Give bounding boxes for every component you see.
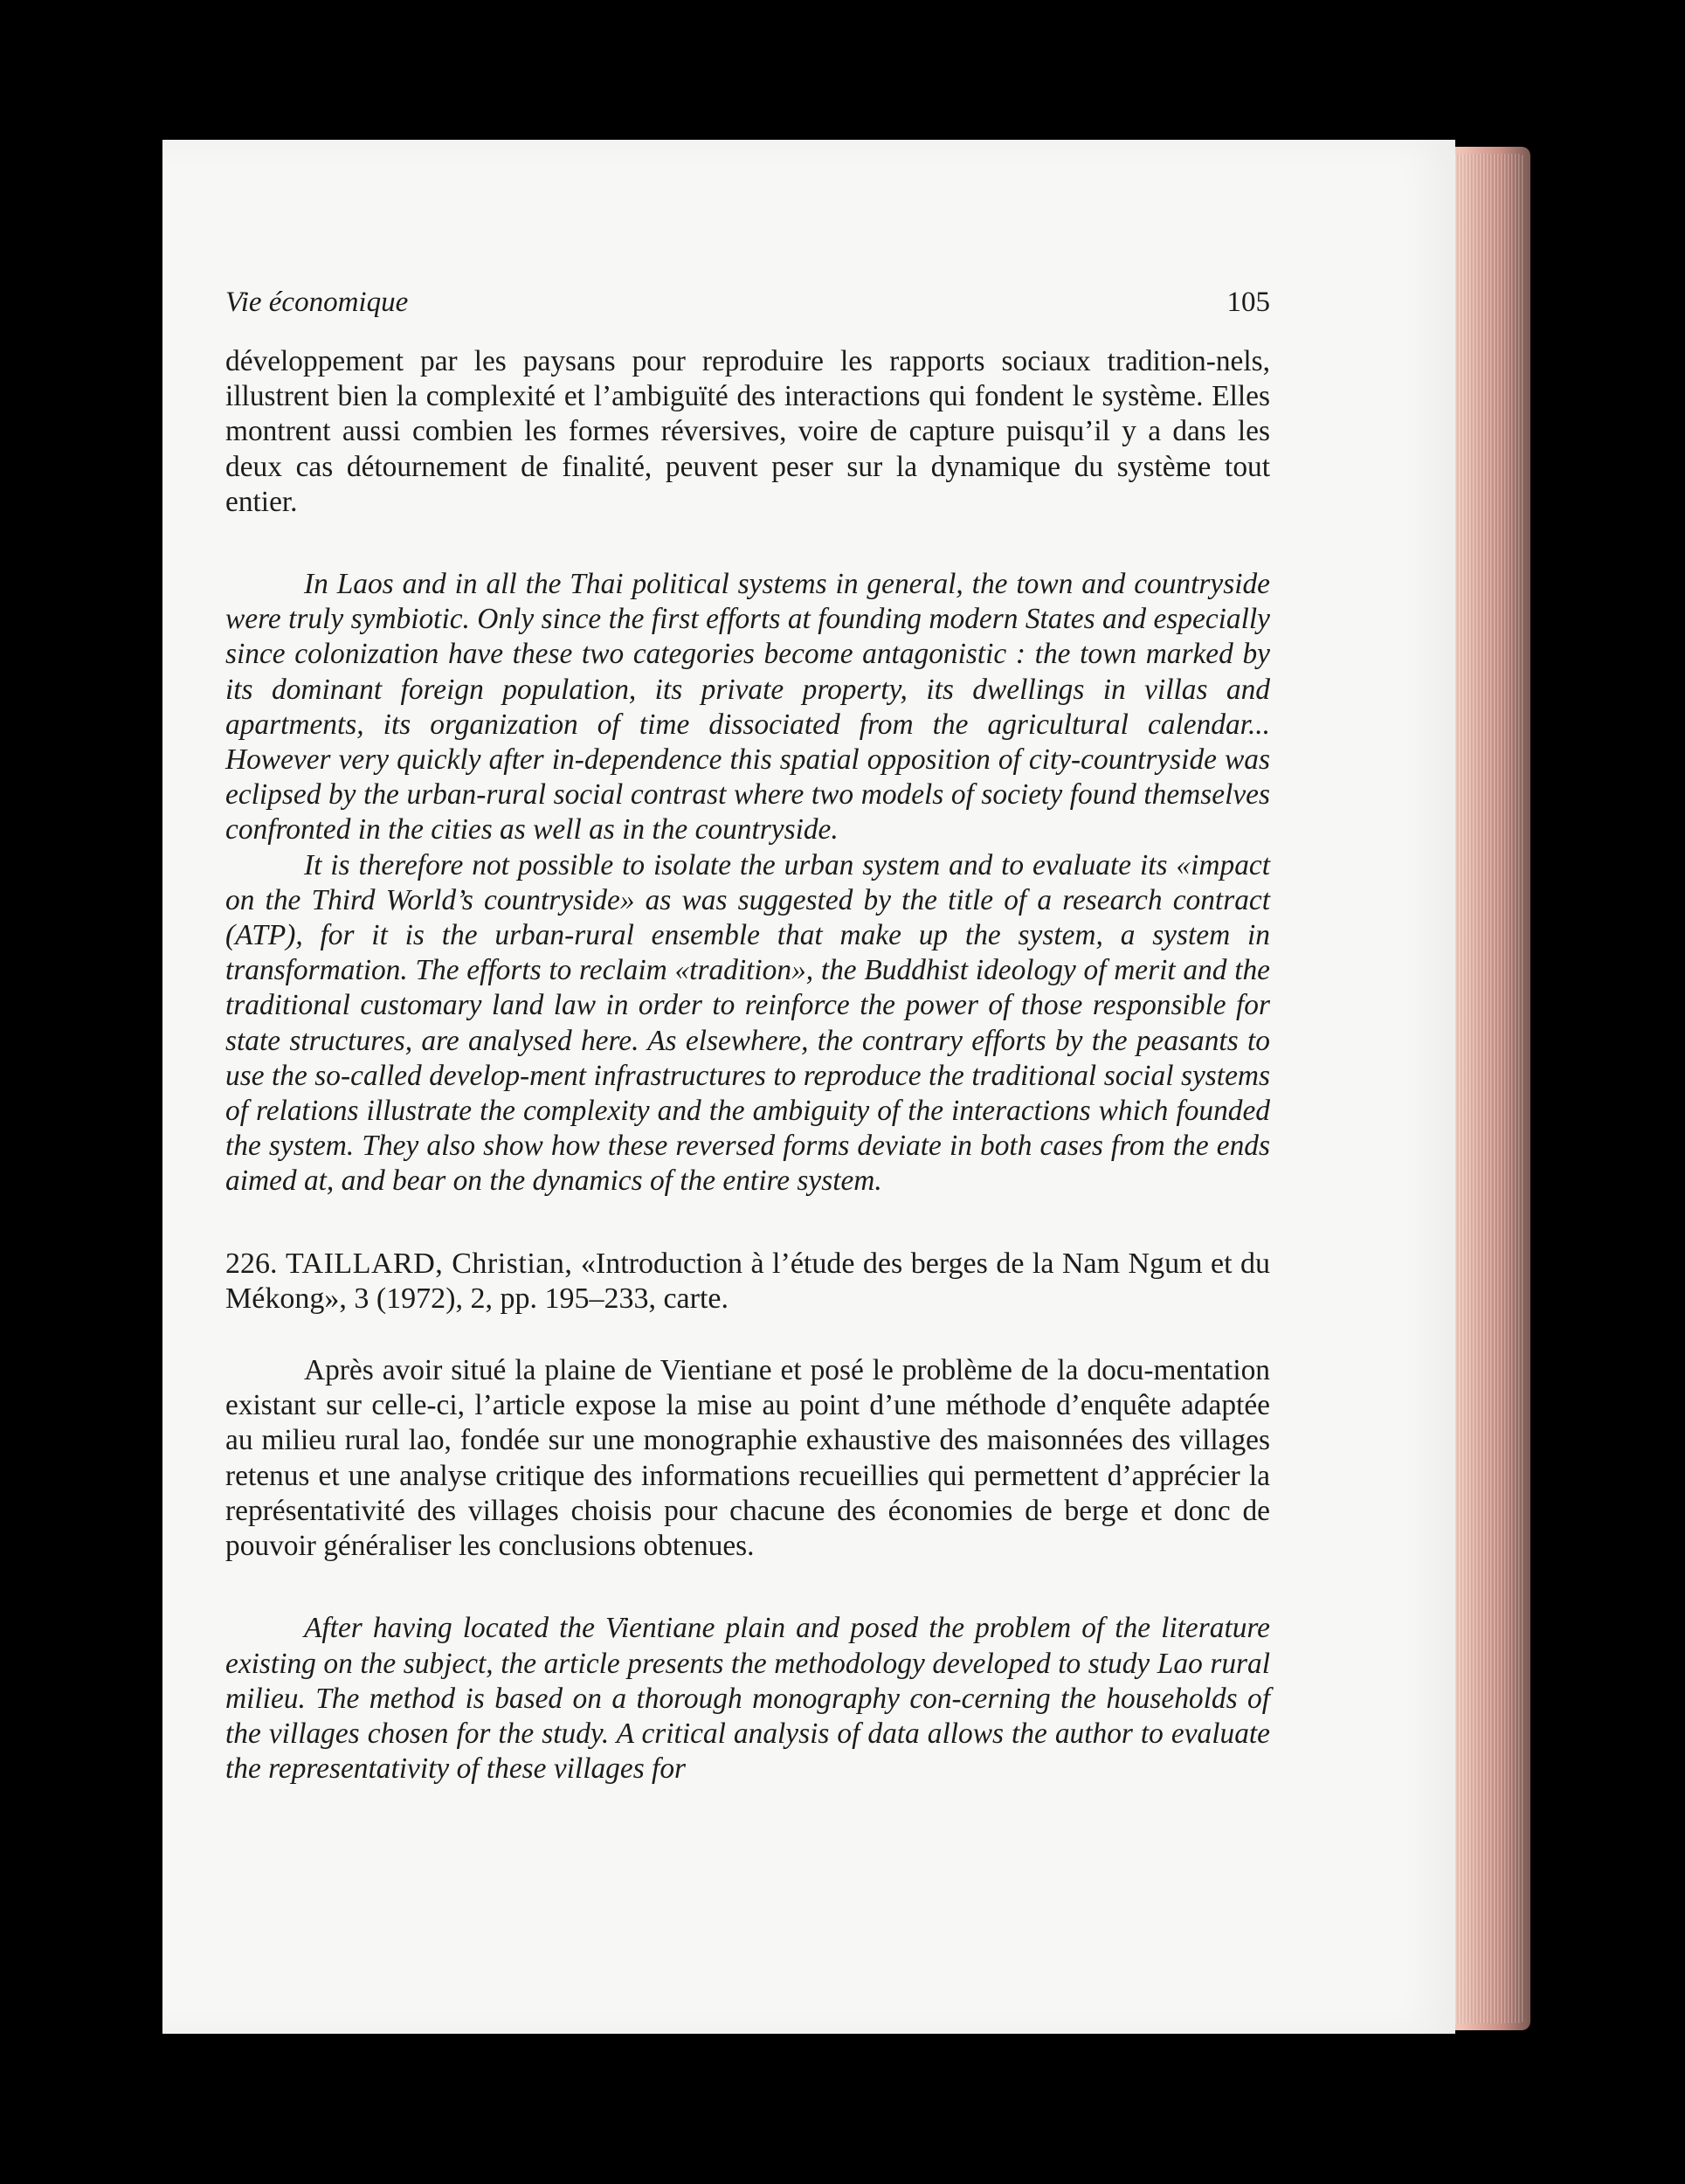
entry-author: TAILLARD, Christian,	[286, 1247, 573, 1280]
running-header	[225, 287, 1270, 328]
page-text-block	[225, 287, 1270, 1787]
page-number: 105	[1226, 287, 1270, 318]
entry-number: 226.	[225, 1247, 278, 1280]
book-page	[162, 140, 1455, 2034]
running-title: Vie économique	[225, 287, 409, 318]
english-summary-paragraph-1: In Laos and in all the Thai political systems in general, the town and countryside were truly symbiotic. Only since the first efforts at founding modern States and especially since colonization have these two categories become antagonistic : the town marked by its dominant foreign population, its private property, its dwellings in villas and apartments, its organization of time dissociated from the agricultural calendar... However very quickly after in-dependence this spatial opposition of city-countryside was eclipsed by the urban-rural social contrast where two models of society found themselves confronted in the cities as well as in the countryside.	[225, 568, 1270, 847]
bibliography-entry-226	[225, 1247, 1270, 1317]
entry-french-abstract: Après avoir situé la plaine de Vientiane et posé le problème de la docu-mentation existant sur celle-ci, l’article expose la mise au point d’une méthode d’enquête adaptée au milieu rural lao, fondée sur une monographie exhaustive des maisonnées des villages retenus et une analyse critique des informations recueillies qui permettent d’apprécier la représentativité des villages choisis pour chacune des économies de berge et donc de pouvoir généraliser les conclusions obtenues.	[225, 1354, 1270, 1563]
english-summary-paragraph-2: It is therefore not possible to isolate the urban system and to evaluate its «impact on the Third World’s countryside» as was suggested by the title of a research contract (ATP), for it is the urban-rural ensemble that make up the system, a system in transformation. The efforts to reclaim «tradition», the Buddhist ideology of merit and the traditional customary land law in order to reinforce the power of those responsible for state structures, are analysed here. As elsewhere, the contrary efforts by the peasants to use the so-called develop-ment infrastructures to reproduce the traditional social systems of relations illustrate the complexity and the ambiguity of the interactions which founded the system. They also show how these reversed forms deviate in both cases from the ends aimed at, and bear on the dynamics of the entire system.	[225, 848, 1270, 1198]
entry-english-abstract: After having located the Vientiane plain and posed the problem of the literature existing on the subject, the article presents the methodology developed to study Lao rural milieu. The method is based on a thorough monography con-cerning the households of the villages chosen for the study. A critical analysis of data allows the author to evaluate the representativity of these villages for	[225, 1612, 1270, 1786]
french-paragraph-continued: développement par les paysans pour reproduire les rapports sociaux tradition-nels, illustrent bien la complexité et l’ambiguïté des interactions qui fondent le système. Elles montrent aussi combien les formes réversives, voire de capture puisqu’il y a dans les deux cas détournement de finalité, peuvent peser sur la dynamique du système tout entier.	[225, 345, 1270, 518]
entry-title-reference: «Introduction à l’étude des berges de la Nam Ngum et du Mékong», 3 (1972), 2, pp. 195–233, carte.	[225, 1247, 1271, 1315]
